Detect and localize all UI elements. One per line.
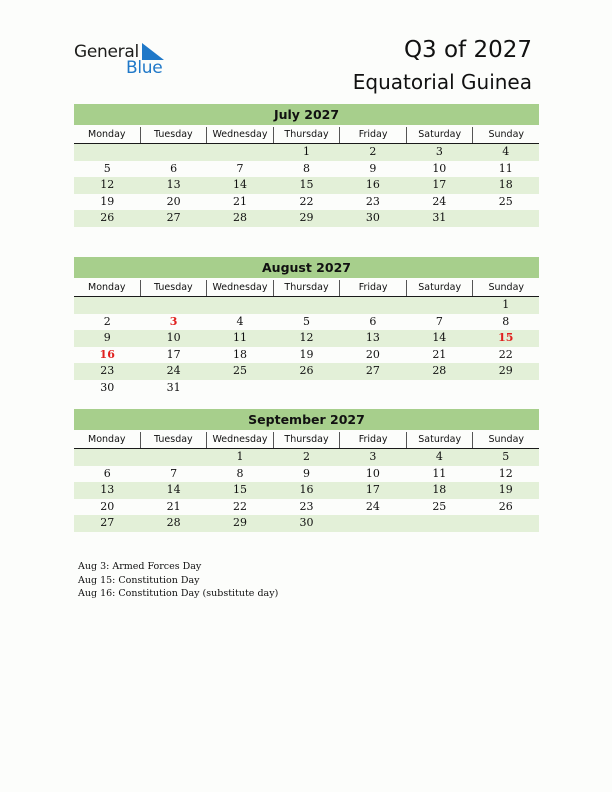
- month-title: September 2027: [74, 409, 539, 430]
- day-cell: 19: [100, 194, 115, 208]
- day-cell: 6: [103, 466, 111, 480]
- day-cell: 9: [369, 161, 377, 175]
- weekday-label: Friday: [339, 280, 406, 296]
- week-row: [74, 449, 539, 466]
- weekday-header-row: [74, 432, 539, 449]
- week-row: [74, 177, 539, 194]
- day-cell: 26: [498, 499, 513, 513]
- day-cell: 5: [502, 450, 510, 463]
- day-cell: 30: [100, 380, 115, 394]
- day-cell: 22: [299, 194, 314, 208]
- day-cell: 23: [100, 364, 115, 377]
- day-cell: 27: [100, 516, 115, 529]
- day-cell: 29: [233, 516, 248, 529]
- holiday-day-cell: 3: [169, 314, 178, 328]
- week-row: [74, 380, 539, 397]
- day-cell: [74, 449, 140, 466]
- day-cell: 17: [432, 178, 447, 191]
- week-row: [74, 515, 539, 532]
- day-cell: 1: [236, 450, 244, 463]
- logo: [74, 42, 174, 78]
- day-cell: 20: [166, 194, 181, 208]
- day-cell: 27: [166, 211, 181, 224]
- day-cell: 12: [299, 331, 314, 344]
- day-cell: 18: [432, 483, 447, 496]
- week-row: [74, 194, 539, 211]
- day-cell: 28: [166, 516, 181, 529]
- page-title: Q3 of 2027: [403, 37, 532, 63]
- day-cell: 12: [100, 178, 115, 191]
- day-cell: 11: [432, 466, 447, 480]
- day-cell: 18: [498, 178, 513, 191]
- weekday-label: Sunday: [472, 432, 539, 448]
- day-cell: 8: [502, 314, 510, 328]
- month-september: [74, 409, 539, 532]
- day-cell: [207, 144, 273, 161]
- month-title: August 2027: [74, 257, 539, 278]
- day-cell: 28: [432, 364, 447, 377]
- weekday-label: Wednesday: [206, 127, 273, 143]
- weekday-label: Friday: [339, 127, 406, 143]
- day-cell: 3: [369, 450, 377, 463]
- day-cell: 28: [233, 211, 248, 224]
- weekday-label: Tuesday: [140, 127, 207, 143]
- weekday-label: Sunday: [472, 127, 539, 143]
- weekday-label: Thursday: [273, 127, 340, 143]
- day-cell: 17: [365, 483, 380, 496]
- day-cell: 30: [299, 516, 314, 529]
- weekday-label: Monday: [88, 434, 126, 445]
- day-cell: [406, 515, 472, 532]
- day-cell: 23: [365, 194, 380, 208]
- day-cell: [340, 380, 406, 397]
- day-cell: 9: [302, 466, 310, 480]
- month-july: [74, 104, 539, 227]
- day-cell: 30: [365, 211, 380, 224]
- day-cell: 7: [435, 314, 443, 328]
- day-cell: 16: [299, 483, 314, 496]
- day-cell: [140, 297, 206, 314]
- day-cell: 14: [166, 483, 181, 496]
- week-row: [74, 347, 539, 364]
- day-cell: 1: [302, 145, 310, 158]
- day-cell: 25: [498, 194, 513, 208]
- week-row: [74, 499, 539, 516]
- day-cell: 22: [498, 347, 513, 361]
- day-cell: 21: [166, 499, 181, 513]
- weekday-label: Saturday: [406, 127, 473, 143]
- day-cell: 31: [432, 211, 447, 224]
- day-cell: 16: [365, 178, 380, 191]
- day-cell: [74, 144, 140, 161]
- day-cell: 5: [302, 314, 310, 328]
- weekday-header-row: [74, 127, 539, 144]
- weekday-label: Sunday: [472, 280, 539, 296]
- weekday-label: Thursday: [273, 280, 340, 296]
- day-cell: 29: [498, 364, 513, 377]
- day-cell: 19: [498, 483, 513, 496]
- holiday-notes: [78, 560, 278, 601]
- day-cell: [273, 297, 339, 314]
- day-cell: 2: [302, 450, 310, 463]
- day-cell: 21: [233, 194, 248, 208]
- day-cell: 18: [233, 347, 248, 361]
- holiday-note: Aug 3: Armed Forces Day: [78, 561, 202, 572]
- logo-blue-text: Blue: [126, 58, 163, 78]
- day-cell: 15: [233, 483, 248, 496]
- day-cell: 20: [100, 499, 115, 513]
- weekday-label: Friday: [339, 432, 406, 448]
- day-cell: 7: [170, 466, 178, 480]
- day-cell: 11: [233, 331, 248, 344]
- day-cell: [74, 297, 140, 314]
- day-cell: 4: [236, 314, 244, 328]
- day-cell: [273, 380, 339, 397]
- weekday-label: Monday: [88, 129, 126, 140]
- day-cell: 4: [435, 450, 443, 463]
- day-cell: 10: [365, 466, 380, 480]
- weekday-label: Monday: [88, 282, 126, 293]
- week-row: [74, 330, 539, 347]
- week-row: [74, 482, 539, 499]
- weekday-label: Saturday: [406, 280, 473, 296]
- day-cell: [340, 297, 406, 314]
- day-cell: 15: [299, 178, 314, 191]
- day-cell: 8: [302, 161, 310, 175]
- day-cell: 23: [299, 499, 314, 513]
- day-cell: 14: [432, 331, 447, 344]
- page-subtitle: Equatorial Guinea: [352, 70, 532, 94]
- week-row: [74, 144, 539, 161]
- day-cell: 1: [502, 298, 510, 311]
- day-cell: 26: [100, 211, 115, 224]
- week-row: [74, 314, 539, 331]
- day-cell: [207, 297, 273, 314]
- day-cell: 2: [369, 145, 377, 158]
- week-row: [74, 210, 539, 227]
- week-row: [74, 466, 539, 483]
- day-cell: 10: [432, 161, 447, 175]
- day-cell: [207, 380, 273, 397]
- day-cell: 6: [369, 314, 377, 328]
- weekday-header-row: [74, 280, 539, 297]
- day-cell: 12: [498, 466, 513, 480]
- month-august: [74, 257, 539, 396]
- day-cell: [473, 380, 539, 397]
- week-row: [74, 297, 539, 314]
- day-cell: 14: [233, 178, 248, 191]
- day-cell: [473, 515, 539, 532]
- weekday-label: Thursday: [273, 432, 340, 448]
- weekday-label: Wednesday: [206, 280, 273, 296]
- day-cell: 21: [432, 347, 447, 361]
- day-cell: 13: [365, 331, 380, 344]
- week-row: [74, 161, 539, 178]
- weekday-label: Tuesday: [140, 432, 207, 448]
- holiday-note: Aug 16: Constitution Day (substitute day): [78, 588, 279, 599]
- day-cell: 4: [502, 145, 510, 158]
- day-cell: [140, 144, 206, 161]
- day-cell: 11: [498, 161, 513, 175]
- day-cell: 7: [236, 161, 244, 175]
- day-cell: [340, 515, 406, 532]
- day-cell: 5: [103, 161, 111, 175]
- day-cell: 27: [365, 364, 380, 377]
- day-cell: 17: [166, 347, 181, 361]
- day-cell: 29: [299, 211, 314, 224]
- week-row: [74, 363, 539, 380]
- weekday-label: Saturday: [406, 432, 473, 448]
- holiday-day-cell: 15: [498, 331, 514, 344]
- day-cell: 6: [170, 161, 178, 175]
- day-cell: 24: [166, 364, 181, 377]
- day-cell: 24: [432, 194, 447, 208]
- day-cell: 2: [103, 314, 111, 328]
- day-cell: 31: [166, 380, 181, 394]
- day-cell: 24: [365, 499, 380, 513]
- month-title: July 2027: [74, 104, 539, 125]
- day-cell: 22: [233, 499, 248, 513]
- day-cell: 9: [103, 331, 111, 344]
- day-cell: [406, 297, 472, 314]
- weekday-label: Tuesday: [140, 280, 207, 296]
- day-cell: 13: [100, 483, 115, 496]
- day-cell: 20: [365, 347, 380, 361]
- day-cell: 13: [166, 178, 181, 191]
- day-cell: 8: [236, 466, 244, 480]
- logo-general-text: General: [74, 42, 139, 62]
- day-cell: [406, 380, 472, 397]
- day-cell: 10: [166, 331, 181, 344]
- holiday-day-cell: 16: [99, 347, 115, 361]
- day-cell: 26: [299, 364, 314, 377]
- day-cell: 3: [435, 145, 443, 158]
- day-cell: [140, 449, 206, 466]
- day-cell: 19: [299, 347, 314, 361]
- day-cell: 25: [233, 364, 248, 377]
- holiday-note: Aug 15: Constitution Day: [78, 574, 200, 586]
- day-cell: [473, 210, 539, 227]
- weekday-label: Wednesday: [206, 432, 273, 448]
- day-cell: 25: [432, 499, 447, 513]
